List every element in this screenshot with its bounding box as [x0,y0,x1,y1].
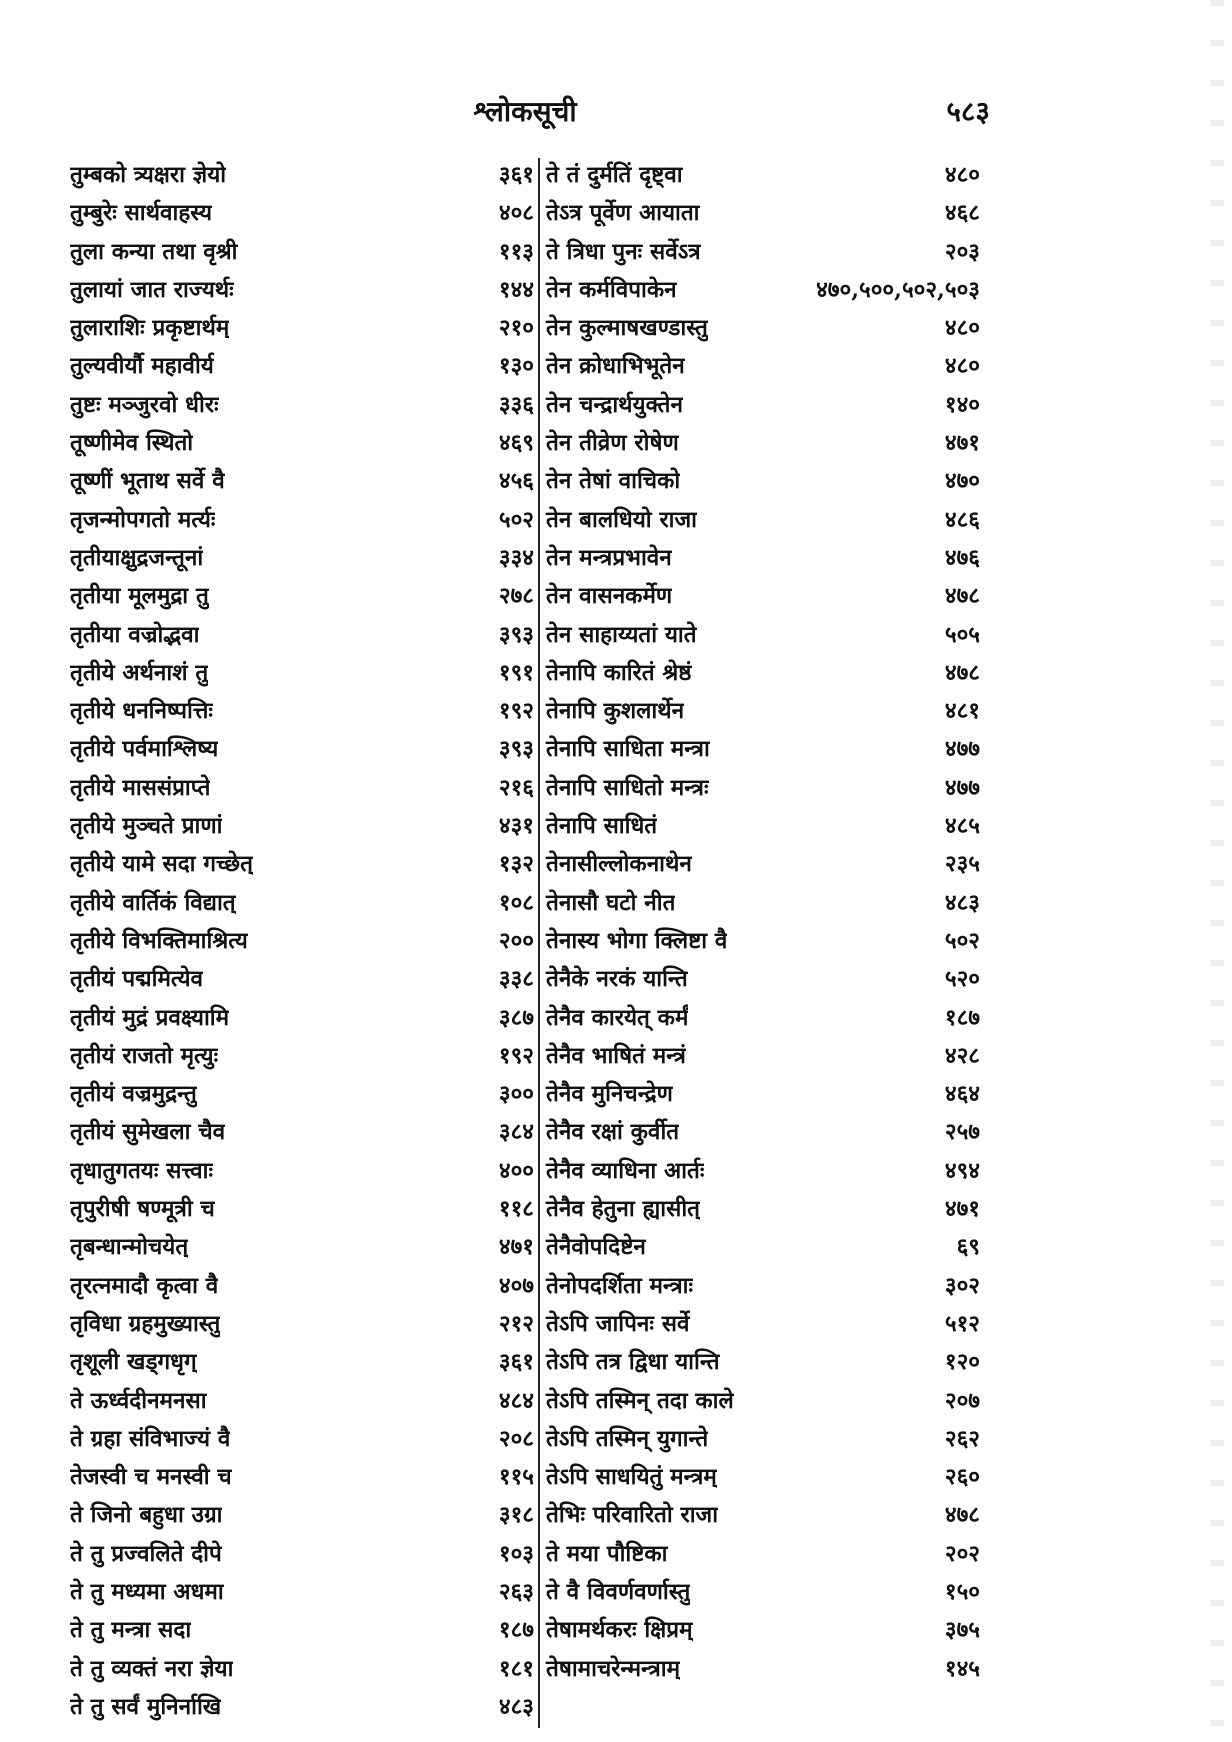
page-reference: ४६९ [498,430,534,457]
index-entry [542,845,984,883]
verse-text: तेनैके नरकं यान्ति [546,966,688,993]
verse-text: तृधातुगतयः सत्त्वाः [70,1157,214,1184]
index-entry [542,884,984,922]
page-number: ५८३ [946,95,990,128]
page-reference: ४८० [944,353,980,380]
verse-text: तृतीयाक्षुद्रजन्तूनां [70,544,204,571]
verse-text: तृतीयं सुमेखला चैव [70,1119,226,1146]
index-entry [70,309,538,347]
index-entry [542,347,984,385]
index-entry [70,1382,538,1420]
index-entry [542,424,984,462]
verse-text: तेनापि साधिता मन्त्रा [546,736,710,763]
verse-text: तेनोपदर्शिता मन्त्राः [546,1272,694,1299]
index-entry [542,1650,984,1688]
page-reference: २०२ [944,1540,980,1567]
page-reference: ४५६ [498,468,534,495]
page-reference: ४७८ [944,1502,980,1529]
verse-text: तृतीये पर्वमाश्लिष्य [70,736,219,763]
verse-text: ते त्रिधा पुनः सर्वेऽत्र [546,238,701,265]
verse-text: तृपुरीषी षण्मूत्री च [70,1196,215,1223]
page-reference: ४७७ [944,736,980,763]
verse-text: तृतीये माससंप्राप्ते [70,774,211,801]
verse-text: तृविधा ग्रहमुख्यास्तु [70,1310,221,1337]
index-entry [542,692,984,730]
verse-text: ते मया पौष्टिका [546,1540,668,1567]
index-entry [70,692,538,730]
page-reference: १५० [944,1578,980,1605]
page-reference: ४०७ [498,1272,534,1299]
page-reference: १९१ [498,659,534,686]
index-entry [70,616,538,654]
page-reference: ४०८ [498,200,534,227]
page-reference: ४७१ [498,1234,534,1261]
page-reference: २०० [498,927,534,954]
index-entry [70,347,538,385]
page-reference: १४४ [498,276,534,303]
verse-text: तृतीये मुञ्चते प्राणां [70,813,223,840]
index-entry [542,577,984,615]
verse-text: तेनापि साधितो मन्त्रः [546,774,709,801]
page-reference: २५७ [944,1119,980,1146]
index-entry [542,1113,984,1151]
page-reference: ३९३ [498,621,534,648]
page-reference: ४७८ [944,659,980,686]
page-reference: १३० [498,353,534,380]
index-entry [542,271,984,309]
index-entry [542,1458,984,1496]
page-reference: ४८१ [944,698,980,725]
page-reference: ४६८ [944,200,980,227]
page-reference: २०३ [944,238,980,265]
verse-text: ते तु प्रज्वलिते दीपे [70,1540,222,1567]
index-entry [70,769,538,807]
index-entry [542,1382,984,1420]
verse-text: तेनैव रक्षां कुर्वीत [546,1119,680,1146]
index-entry [70,1305,538,1343]
index-entry [70,1343,538,1381]
page-reference: ४७६ [944,544,980,571]
verse-text: तेन मन्त्रप्रभावेन [546,544,672,571]
verse-text: तेभिः परिवारितो राजा [546,1502,719,1529]
page-reference: ४७० [944,468,980,495]
page-reference: २०७ [944,1387,980,1414]
index-entry [542,194,984,232]
verse-text: तुष्टः मञ्जुरवो धीरः [70,391,219,418]
verse-text: तृशूली खड्गधृग् [70,1349,197,1376]
column-divider [538,158,540,1728]
index-entry [70,386,538,424]
verse-text: तेनासौ घटो नीत [546,889,676,916]
page-reference: ५२० [944,966,980,993]
index-entry [542,1037,984,1075]
index-entry [70,156,538,194]
index-entry [542,1535,984,1573]
page-reference: १८१ [498,1655,534,1682]
verse-text: तुल्यवीर्यौ महावीर्य [70,353,214,380]
verse-text: तेन वासनकर्मेण [546,583,673,610]
index-entry [542,730,984,768]
verse-text: तेनास्य भोगा क्लिष्टा वै [546,927,728,954]
verse-text: तेन कर्मविपाकेन [546,276,677,303]
page-reference: २७८ [498,583,534,610]
verse-text: तुलायां जात राज्यर्थः [70,276,234,303]
verse-text: तुलाराशिः प्रकृष्टार्थम् [70,315,230,342]
verse-text: तृतीयं राजतो मृत्युः [70,1042,219,1069]
index-entry [542,501,984,539]
index-entry [542,386,984,424]
index-entry [70,462,538,500]
page-reference: ११३ [498,238,534,265]
verse-text: तेनैव भाषितं मन्त्रं [546,1042,686,1069]
verse-text: तेनैव मुनिचन्द्रेण [546,1081,673,1108]
verse-text: तेन बालधियो राजा [546,506,698,533]
verse-text: तुला कन्या तथा वृश्री [70,238,238,265]
page-reference: ४०० [498,1157,534,1184]
page-reference: १९२ [498,1042,534,1069]
page-reference: ३३६ [498,391,534,418]
index-entry [70,1267,538,1305]
page-reference: २१६ [498,774,534,801]
index-entry [542,769,984,807]
verse-text: तेनैव हेतुना ह्यासीत् [546,1196,700,1223]
index-entry [70,1075,538,1113]
index-entry [70,1688,538,1726]
index-entry [70,194,538,232]
page-reference: ३०० [498,1081,534,1108]
verse-text: ते तु सर्वं मुनिर्नाखि [70,1693,222,1720]
page-reference: ३६१ [498,1349,534,1376]
page-reference: २६३ [498,1578,534,1605]
page-reference: १४० [944,391,980,418]
index-entry [70,1611,538,1649]
page-reference: ११५ [498,1464,534,1491]
index-entry [542,807,984,845]
page-title: श्लोकसूची [473,95,577,128]
page-reference: १८७ [498,1617,534,1644]
page-reference: ३३८ [498,966,534,993]
page-reference: २६२ [944,1425,980,1452]
verse-text: तृतीये विभक्तिमाश्रित्य [70,927,248,954]
index-entry [70,539,538,577]
page-reference: ४७८ [944,583,980,610]
index-entry [70,1190,538,1228]
page-reference: ४७७ [944,774,980,801]
page-reference: १८७ [944,1004,980,1031]
verse-text: तेनासील्लोकनाथेन [546,851,692,878]
index-entry [542,1267,984,1305]
index-entry [542,1420,984,1458]
index-entry [70,730,538,768]
verse-text: तेऽपि तत्र द्विधा यान्ति [546,1349,720,1376]
page-reference: ५०५ [944,621,980,648]
verse-text: तेऽपि तस्मिन् युगान्ते [546,1425,709,1452]
index-entry [70,922,538,960]
verse-text: तेनापि कारितं श्रेष्ठं [546,659,692,686]
page-reference: ४२८ [944,1042,980,1069]
index-entry [542,1611,984,1649]
page-reference: १३२ [498,851,534,878]
scan-edge-noise [1210,0,1224,1742]
verse-text: तेषामर्थकरः क्षिप्रम् [546,1617,693,1644]
page-reference: ४८३ [944,889,980,916]
page-reference: ४८५ [944,813,980,840]
page-reference: १०३ [498,1540,534,1567]
index-entry [70,1496,538,1534]
index-entry [70,233,538,271]
page-reference: ४७१ [944,430,980,457]
verse-text: तेनैवोपदिष्टेन [546,1234,646,1261]
verse-text: तेनापि कुशलार्थेन [546,698,685,725]
page-reference: २१२ [498,1310,534,1337]
verse-text: तूष्णीं भूताथ सर्वे वै [70,468,225,495]
verse-text: तृतीयं पद्ममित्येव [70,966,204,993]
verse-text: तृतीयं मुद्रं प्रवक्ष्यामि [70,1004,230,1031]
index-entry [542,462,984,500]
page-reference: २१० [498,315,534,342]
page-reference: ४६४ [944,1081,980,1108]
index-entry [542,999,984,1037]
verse-text: तृतीये अर्थनाशं तु [70,659,209,686]
verse-text: तृजन्मोपगतो मर्त्यः [70,506,216,533]
page-reference: ४८६ [944,506,980,533]
verse-text: तेन तेषां वाचिको [546,468,681,495]
page-reference: ३६१ [498,162,534,188]
page-reference: ६९ [956,1234,980,1261]
page-reference: ३३४ [498,544,534,571]
index-entry [542,1152,984,1190]
page-reference: ३१८ [498,1502,534,1529]
index-entry [70,1037,538,1075]
page-reference: ४३१ [498,813,534,840]
verse-text: ते ऊर्ध्वदीनमनसा [70,1387,207,1414]
page-reference: ११८ [498,1196,534,1223]
page-reference: ५१२ [944,1310,980,1337]
index-entry [70,1650,538,1688]
page-reference: ४७१ [944,1196,980,1223]
index-entry [70,884,538,922]
verse-text: तेऽपि जापिनः सर्वे [546,1310,690,1337]
index-entry [542,654,984,692]
index-entry [70,654,538,692]
verse-text: तृतीयं वज्रमुद्रन्तु [70,1081,197,1108]
verse-text: तेन साहाय्यतां याते [546,621,697,648]
index-entry [70,845,538,883]
verse-text: तृतीये वार्तिकं विद्यात् [70,889,236,916]
page-reference: १०८ [498,889,534,916]
index-entry [70,577,538,615]
index-entry [70,1535,538,1573]
index-entry [70,999,538,1037]
index-entry [542,539,984,577]
verse-text: तेनैव व्याधिना आर्तः [546,1157,705,1184]
index-entry [70,501,538,539]
index-entry [542,233,984,271]
index-entry [70,1228,538,1266]
page-reference: ४८३ [498,1693,534,1720]
verse-text: ते तु मन्त्रा सदा [70,1617,192,1644]
index-entry [70,1573,538,1611]
page-reference: २६० [944,1464,980,1491]
page-reference: ३८७ [498,1004,534,1031]
verse-text: ते तं दुर्मतिं दृष्ट्वा [546,162,683,188]
verse-text: ते ग्रहा संविभाज्यं वै [70,1425,231,1452]
verse-text: तुम्बुरेः सार्थवाहस्य [70,200,213,227]
index-entry [70,1113,538,1151]
index-entry [542,922,984,960]
index-entry [542,1305,984,1343]
verse-text: तेन कुल्माषखण्डास्तु [546,315,708,342]
page-reference: ४९४ [944,1157,980,1184]
verse-text: तेन क्रोधाभिभूतेन [546,353,685,380]
index-entry [542,309,984,347]
page-reference: ४७०,५००,५०२,५०३ [816,276,980,303]
verse-text: ते वै विवर्णवर्णास्तु [546,1578,691,1605]
index-entry [70,424,538,462]
verse-text: तृतीये धननिष्पत्तिः [70,698,213,725]
index-entry [70,1420,538,1458]
verse-text: तेऽपि साधयितुं मन्त्रम् [546,1464,717,1491]
index-entry [542,1190,984,1228]
verse-text: तेन तीव्रेण रोषेण [546,430,679,457]
verse-text: ते तु मध्यमा अधमा [70,1578,224,1605]
verse-text: तेऽपि तस्मिन् तदा काले [546,1387,734,1414]
page-reference: २३५ [944,851,980,878]
page-reference: ५०२ [498,506,534,533]
verse-text: तेनैव कारयेत् कर्मं [546,1004,689,1031]
verse-text: तृतीया वज्रोद्भवा [70,621,200,648]
page-reference: ३७५ [944,1617,980,1644]
index-entry [542,1496,984,1534]
index-entry [70,1458,538,1496]
left-index-column [70,156,538,1726]
page-header [60,92,990,132]
page-reference: ४८४ [498,1387,534,1414]
page-reference: ३९३ [498,736,534,763]
verse-text: तेऽत्र पूर्वेण आयाता [546,200,700,227]
right-index-column [542,156,984,1688]
verse-text: तृतीये यामे सदा गच्छेत् [70,851,253,878]
page-reference: १९२ [498,698,534,725]
index-entry [542,1228,984,1266]
page-reference: ३८४ [498,1119,534,1146]
page-reference: ४८० [944,315,980,342]
verse-text: तेजस्वी च मनस्वी च [70,1464,232,1491]
verse-text: तेनापि साधितं [546,813,658,840]
index-entry [70,1152,538,1190]
index-entry [70,271,538,309]
verse-text: तुम्बको त्र्यक्षरा ज्ञेयो [70,162,227,188]
verse-text: तृतीया मूलमुद्रा तु [70,583,209,610]
page-reference: ३०२ [944,1272,980,1299]
verse-text: ते तु व्यक्तं नरा ज्ञेया [70,1655,234,1682]
index-entry [542,960,984,998]
index-entry [70,807,538,845]
page-reference: २०८ [498,1425,534,1452]
index-entry [542,156,984,194]
page-reference: ५०२ [944,927,980,954]
verse-text: तेषामाचरेन्मन्त्राम् [546,1655,681,1682]
index-entry [542,1573,984,1611]
index-entry [542,1343,984,1381]
verse-text: तेन चन्द्रार्थयुक्तेन [546,391,683,418]
index-entry [542,1075,984,1113]
verse-text: तूष्णीमेव स्थितो [70,430,194,457]
page-reference: ४८० [944,162,980,188]
page-reference: १४५ [944,1655,980,1682]
index-entry [542,616,984,654]
verse-text: ते जिनो बहुधा उग्रा [70,1502,223,1529]
page-reference: १२० [944,1349,980,1376]
verse-text: तृबन्धान्मोचयेत् [70,1234,189,1261]
index-entry [70,960,538,998]
verse-text: तृरत्नमादौ कृत्वा वै [70,1272,219,1299]
